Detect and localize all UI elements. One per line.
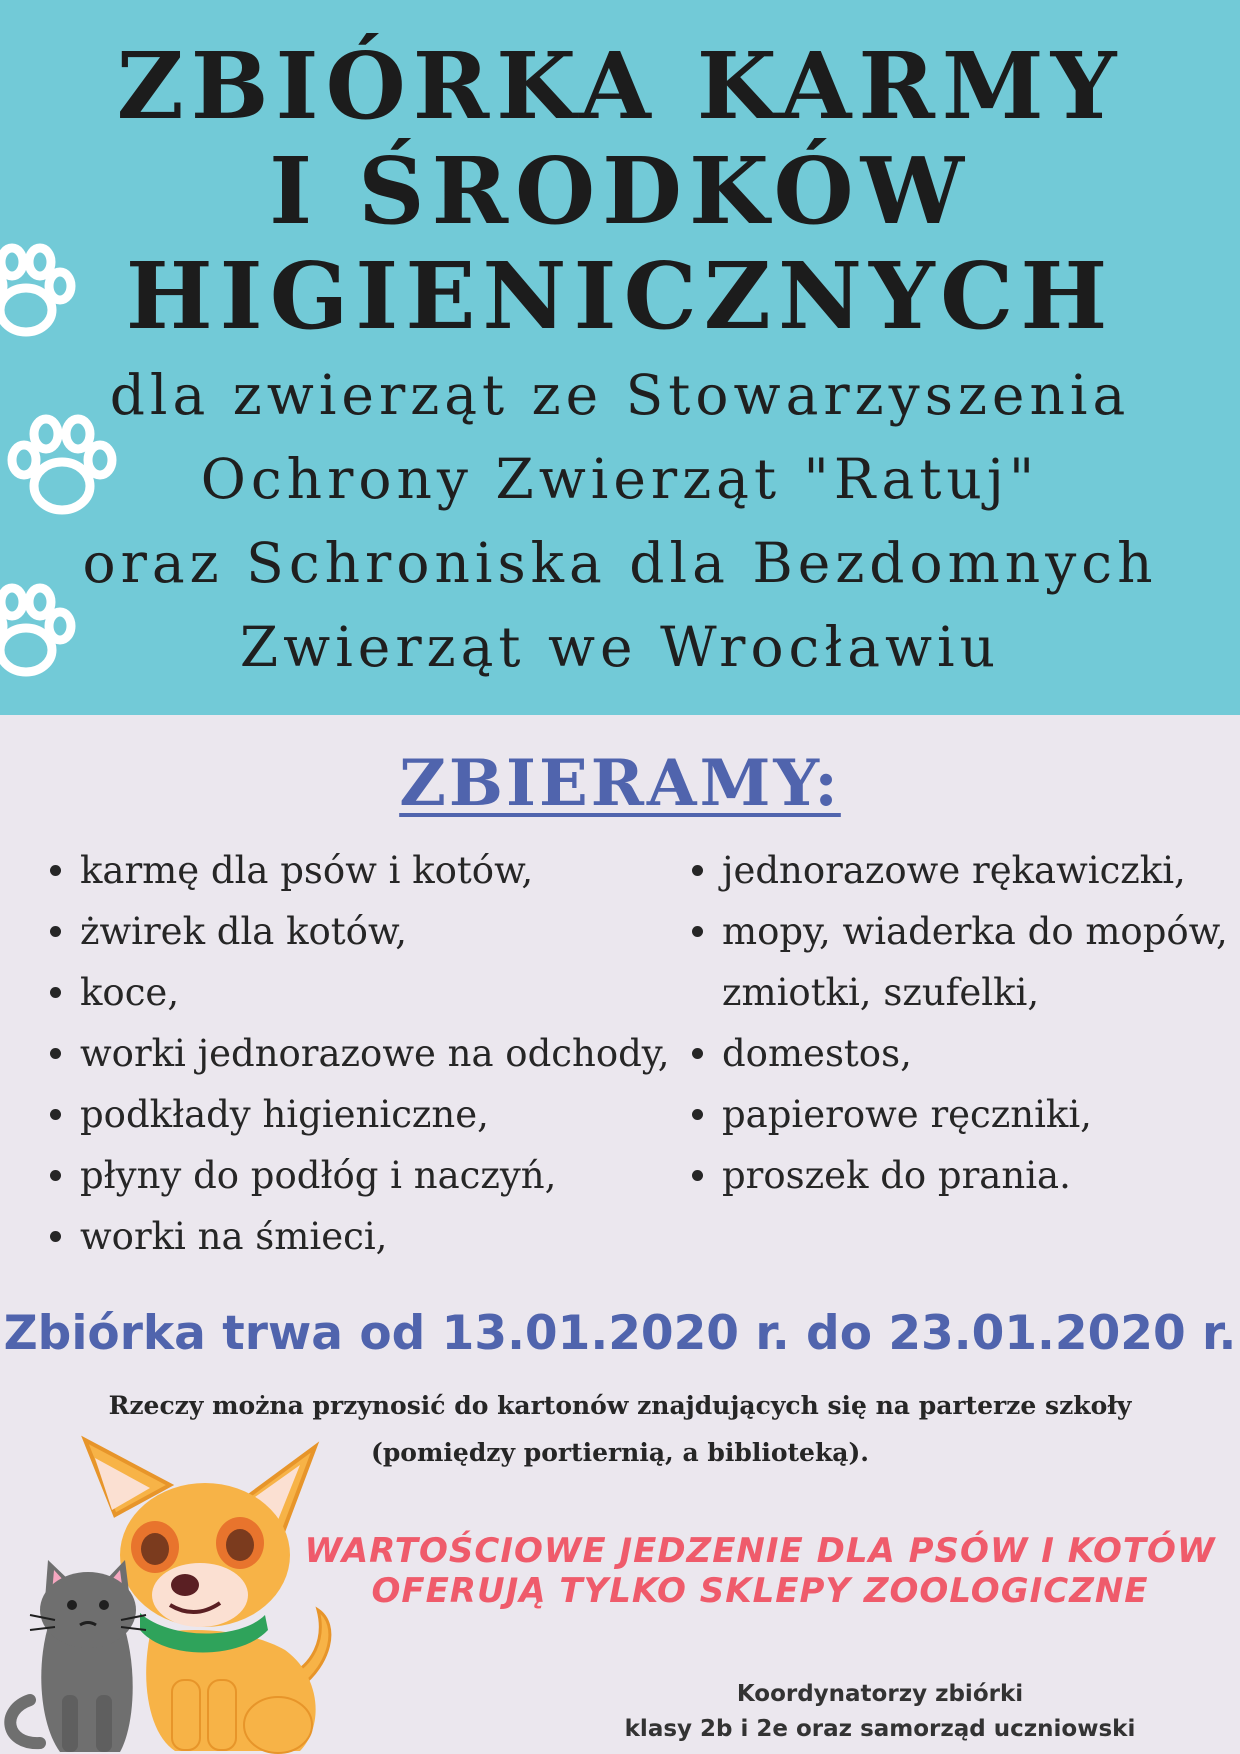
collection-heading: ZBIERAMY:: [399, 746, 841, 821]
list-item-continuation: zmiotki, szufelki,: [722, 971, 1040, 1014]
subtitle-line-1: dla zwierząt ze Stowarzyszenia: [109, 363, 1131, 427]
top-banner: [0, 0, 1240, 715]
list-item: mopy, wiaderka do mopów,: [692, 901, 1228, 962]
subtitle-line-4: Zwierząt we Wrocławiu: [239, 615, 1001, 679]
bullet-icon: [50, 1048, 61, 1059]
poster-title-line-1: ZBIÓRKA KARMY: [116, 32, 1124, 140]
bullet-icon: [692, 1170, 703, 1181]
list-item: koce,: [50, 962, 670, 1023]
bullet-icon: [692, 1109, 703, 1120]
bullet-icon: [692, 865, 703, 876]
collected-items-left: [50, 840, 670, 1267]
list-item: worki jednorazowe na odchody,: [50, 1023, 670, 1084]
list-item: domestos,: [692, 1023, 1228, 1084]
list-item: proszek do prania.: [692, 1145, 1228, 1206]
bullet-icon: [50, 1170, 61, 1181]
bullet-icon: [50, 987, 61, 998]
list-item: jednorazowe rękawiczki,: [692, 840, 1228, 901]
bullet-icon: [50, 926, 61, 937]
collected-items-right: [692, 840, 1228, 1206]
bullet-icon: [50, 1231, 61, 1242]
list-item: papierowe ręczniki,: [692, 1084, 1228, 1145]
list-item: żwirek dla kotów,: [50, 901, 670, 962]
bullet-icon: [692, 1048, 703, 1059]
poster-title-line-2: I ŚRODKÓW: [269, 137, 971, 245]
dropoff-note-line-1: Rzeczy można przynosić do kartonów znajdujących się na parterze szkoły: [108, 1391, 1132, 1420]
list-item: płyny do podłóg i naczyń,: [50, 1145, 670, 1206]
collection-dates: Zbiórka trwa od 13.01.2020 r. do 23.01.2020 r.: [3, 1306, 1237, 1361]
subtitle-line-2: Ochrony Zwierząt "Ratuj": [200, 447, 1040, 511]
warning-line-1: WARTOŚCIOWE JEDZENIE DLA PSÓW I KOTÓW: [304, 1531, 1216, 1571]
cat-illustration: [10, 1560, 146, 1752]
animals-illustration: [0, 1425, 360, 1754]
list-item: worki na śmieci,: [50, 1206, 670, 1267]
warning-line-2: OFERUJĄ TYLKO SKLEPY ZOOLOGICZNE: [371, 1571, 1149, 1611]
bullet-icon: [50, 1109, 61, 1120]
bullet-icon: [50, 865, 61, 876]
poster-title-line-3: HIGIENICZNYCH: [125, 242, 1115, 350]
list-item: podkłady higieniczne,: [50, 1084, 670, 1145]
dropoff-note-line-2: (pomiędzy portiernią, a biblioteką).: [370, 1438, 869, 1467]
coordinators-line-1: Koordynatorzy zbiórki: [736, 1681, 1024, 1707]
bullet-icon: [692, 926, 703, 937]
coordinators-line-2: klasy 2b i 2e oraz samorząd uczniowski: [624, 1716, 1136, 1742]
subtitle-line-3: oraz Schroniska dla Bezdomnych: [82, 531, 1158, 595]
list-item: karmę dla psów i kotów,: [50, 840, 670, 901]
